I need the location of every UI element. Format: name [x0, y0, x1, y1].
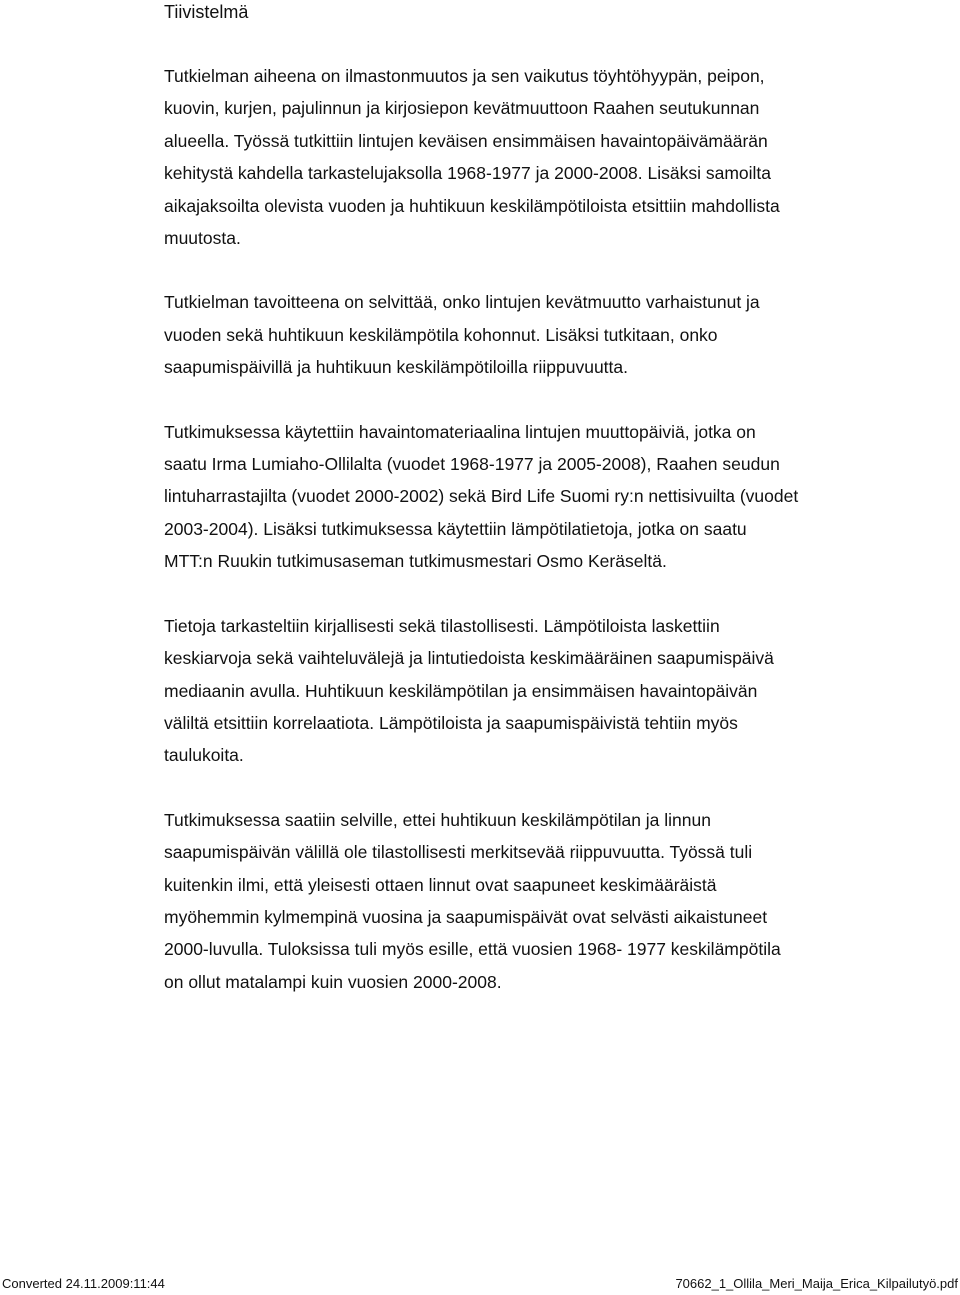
page-title: Tiivistelmä — [164, 2, 249, 22]
footer-filename: 70662_1_Ollila_Meri_Maija_Erica_Kilpailutyö.pdf — [675, 1276, 958, 1291]
paragraph-results: Tutkimuksessa saatiin selville, ettei huhtikuun keskilämpötilan ja linnun saapumispäivän välillä ole tilastollisesti merkitsevää riippuvuutta. Työssä tuli kuitenkin ilmi, että yleisesti ottaen linnut ovat saapuneet keskimääräistä myöhemmin kylmempinä vuosina ja saapumispäivät ovat selvästi aikaistuneet 2000-luvulla. Tuloksissa tuli myös esille, että vuosien 1968‑ 1977 keskilämpötila on ollut matalampi kuin vuosien 2000‑2008. — [164, 809, 781, 992]
paragraph-materials: Tutkimuksessa käytettiin havaintomateriaalina lintujen muuttopäiviä, jotka on saatu Irma Lumiaho-Ollilalta (vuodet 1968‑1977 ja 2005‑2008), Raahen seudun lintuharrastajilta (vuodet 2000‑2002) sekä Bird Life Suomi ry:n nettisivuilta (vuodet 2003‑2004). Lisäksi tutkimuksessa käytettiin lämpötilatietoja, jotka on saatu MTT:n Ruukin tutkimusaseman tutkimusmestari Osmo Keräseltä. — [164, 421, 799, 572]
paragraph-topic: Tutkielman aiheena on ilmastonmuutos ja sen vaikutus töyhtöhyypän, peipon, kuovin, kurjen, pajulinnun ja kirjosiepon kevätmuuttoon Raahen seutukunnan alueella. Työssä tutkittiin lintujen keväisen ensimmäisen havaintopäivämäärän kehitystä kahdella tarkastelujaksolla 1968‑1977 ja 2000‑2008. Lisäksi samoilta aikajaksoilta olevista vuoden ja huhtikuun keskilämpötiloista etsittiin mahdollista muutosta. — [164, 66, 780, 249]
paragraph-objective: Tutkielman tavoitteena on selvittää, onko lintujen kevätmuutto varhaistunut ja vuoden sekä huhtikuun keskilämpötila kohonnut. Lisäksi tutkitaan, onko saapumispäivillä ja huhtikuun keskilämpötiloilla riippuvuutta. — [164, 292, 760, 378]
footer-converted-date: Converted 24.11.2009:11:44 — [2, 1276, 165, 1291]
abstract-body — [164, 60, 800, 1030]
paragraph-methods: Tietoja tarkasteltiin kirjallisesti sekä tilastollisesti. Lämpötiloista laskettiin keskiarvoja sekä vaihteluvälejä ja lintutiedoista keskimääräinen saapumispäivä mediaanin avulla. Huhtikuun keskilämpötilan ja ensimmäisen havaintopäivän väliltä etsittiin korrelaatiota. Lämpötiloista ja saapumispäivistä tehtiin myös taulukoita. — [164, 615, 774, 766]
